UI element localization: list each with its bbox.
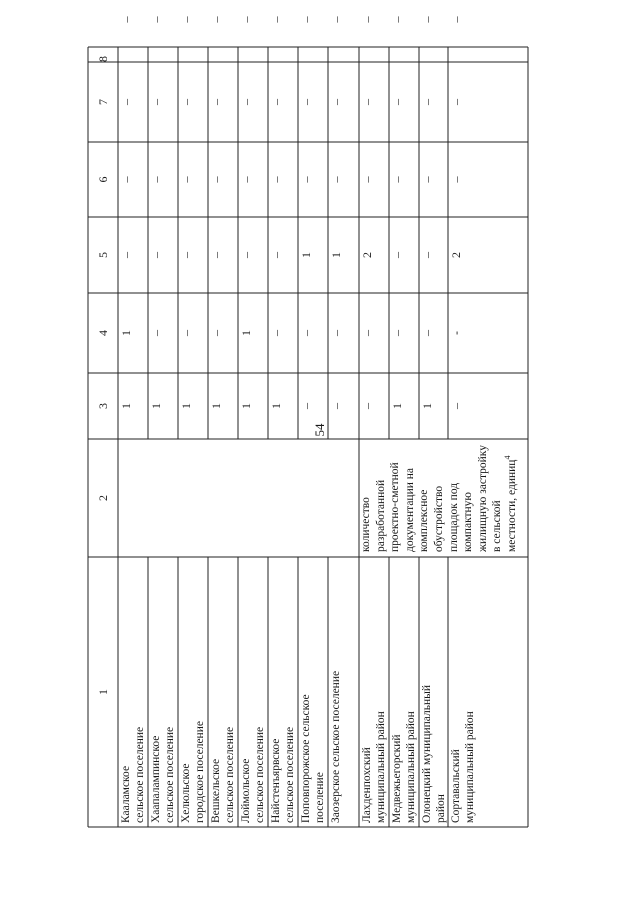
- description-line: комплексное: [418, 489, 431, 552]
- row-name-line: Кааламское: [120, 765, 132, 823]
- row-name-line: Сортавальский: [450, 749, 462, 823]
- row-name: [390, 563, 418, 823]
- row-value: –: [360, 330, 374, 336]
- header-col-1: 1: [96, 689, 110, 695]
- row-value: –: [360, 99, 374, 105]
- row-name-line: муниципальный район: [375, 711, 387, 823]
- row-name-line: поселение: [314, 772, 326, 823]
- row-value: –: [119, 16, 133, 23]
- row-value: –: [420, 16, 434, 23]
- footnote-marker: 4: [503, 455, 513, 460]
- header-col-2: 2: [96, 495, 110, 501]
- row-value: –: [209, 330, 223, 336]
- row-value: –: [420, 330, 434, 336]
- row-name: [360, 563, 388, 823]
- row-value: –: [269, 16, 283, 23]
- row-value: –: [239, 16, 253, 23]
- row-value: –: [390, 16, 404, 23]
- row-value: –: [329, 99, 343, 105]
- row-value: –: [360, 176, 374, 183]
- row-name: [420, 563, 448, 823]
- row-value: –: [209, 176, 223, 183]
- description-line: площадок под: [447, 482, 460, 552]
- row-name-line: сельское поселение: [164, 726, 176, 823]
- header-col-6: 6: [96, 176, 110, 183]
- row-value: –: [239, 99, 253, 105]
- row-value: –: [149, 252, 163, 258]
- row-value: 2: [360, 252, 374, 258]
- row-value: –: [299, 403, 313, 409]
- row-value: –: [420, 99, 434, 105]
- row-value: –: [299, 16, 313, 23]
- row-name-line: муниципальный район: [405, 711, 417, 823]
- row-value: 1: [239, 330, 253, 336]
- row-value: –: [329, 176, 343, 183]
- row-name-line: городское поселение: [194, 721, 206, 823]
- row-value: –: [449, 403, 463, 409]
- table-content: 1 2 3 4 5 6 7 8 Кааламское сельское поселение 1 1 – – – – Хаапалампинское сельское поселение 1 – – – – – Хелюльское городское поселение 1 – – – – – Вешкельское сельское поселение 1 – – – – – Лоймольское сельское поселение 1 1 – – – – Найстенъярвское сельское поселение 1 – – – – – Поповпорожское сельское поселение – – 1 – – – Заозерское сельское поселение – – 1 – – – Лахденпохский муниципальный район – – 2 – – – Медвежьегорский муниципальный район 1 – – – – – Олонецкий муниципальный район 1 – – – – – Сортавальский муниципальный район – - 2 – – – количество разработанной проектно-сметной документации на комплексное обустройство площадок под компактную жилищную застройку в сельской местности, единиц$^4$: [88, 47, 528, 827]
- row-value: –: [209, 16, 223, 23]
- row-value: –: [119, 176, 133, 183]
- row-value: 2: [449, 252, 463, 258]
- row-name-line: Вешкельское: [210, 758, 222, 823]
- row-value: –: [299, 176, 313, 183]
- row-name-line: Лоймольское: [240, 758, 252, 823]
- row-value: –: [299, 330, 313, 336]
- row-name-line: сельское поселение: [224, 726, 236, 823]
- row-value: –: [449, 99, 463, 105]
- header-col-3: 3: [96, 403, 110, 409]
- row-name: [329, 563, 343, 823]
- row-name-line: муниципальный район: [464, 711, 476, 823]
- row-name-line: Олонецкий муниципальный: [421, 685, 433, 823]
- row-name-line: Медвежьегорский: [391, 734, 403, 823]
- row-value: –: [269, 176, 283, 183]
- description-line: в сельской: [491, 500, 504, 552]
- row-name-line: Лахденпохский: [361, 747, 373, 823]
- header-col-5: 5: [96, 252, 110, 258]
- row-value: –: [329, 403, 343, 409]
- row-value: 1: [149, 403, 163, 409]
- row-name-line: Заозерское сельское поселение: [330, 670, 342, 823]
- row-value: –: [420, 176, 434, 183]
- header-col-7: 7: [96, 99, 110, 105]
- description-line: местности, единиц: [505, 459, 518, 552]
- row-value: –: [420, 252, 434, 258]
- row-name: [449, 563, 477, 823]
- header-col-4: 4: [96, 330, 110, 336]
- description-line: компактную: [462, 491, 475, 552]
- row-value: –: [239, 252, 253, 258]
- row-value: 1: [329, 252, 343, 258]
- row-value: –: [269, 252, 283, 258]
- row-value: –: [449, 176, 463, 183]
- row-value: –: [209, 99, 223, 105]
- row-value: –: [360, 16, 374, 23]
- row-value: –: [269, 330, 283, 336]
- description-line: количество: [360, 497, 372, 552]
- row-name: [209, 563, 237, 823]
- row-value: –: [329, 330, 343, 336]
- row-value: –: [179, 16, 193, 23]
- description-line: разработанной: [374, 479, 387, 552]
- row-value: 1: [179, 403, 193, 409]
- row-value: –: [149, 176, 163, 183]
- row-value: 1: [119, 330, 133, 336]
- row-value: 1: [209, 403, 223, 409]
- row-name-line: Хелюльское: [180, 763, 192, 823]
- row-value: 1: [420, 403, 434, 409]
- row-value: –: [149, 16, 163, 23]
- row-value: 1: [269, 403, 283, 409]
- row-name-line: Поповпорожское сельское: [300, 694, 312, 823]
- row-value: 1: [239, 403, 253, 409]
- row-value: 1: [390, 403, 404, 409]
- row-value: -: [449, 331, 463, 335]
- row-name-line: сельское поселение: [134, 726, 146, 823]
- row-description: [359, 442, 520, 552]
- row-value: –: [119, 252, 133, 258]
- row-value: –: [299, 99, 313, 105]
- row-value: –: [179, 252, 193, 258]
- row-name-line: сельское поселение: [254, 726, 266, 823]
- row-name-line: Хаапалампинское: [150, 735, 162, 823]
- row-value: 1: [299, 252, 313, 258]
- row-name-line: район: [435, 794, 447, 823]
- row-value: –: [329, 16, 343, 23]
- row-value: –: [449, 16, 463, 23]
- row-value: –: [209, 252, 223, 258]
- row-value: –: [390, 252, 404, 258]
- row-value: –: [390, 330, 404, 336]
- row-value: –: [149, 330, 163, 336]
- row-value: –: [390, 176, 404, 183]
- description-line: документации на: [403, 467, 416, 552]
- row-value: –: [179, 99, 193, 105]
- row-value: –: [390, 99, 404, 105]
- page-number: 54: [312, 423, 327, 437]
- row-name-line: сельское поселение: [284, 726, 296, 823]
- row-value: –: [239, 176, 253, 183]
- row-name: [149, 563, 177, 823]
- row-value: 1: [119, 403, 133, 409]
- row-name: [269, 563, 297, 823]
- row-name: [119, 563, 147, 823]
- row-name: [179, 563, 207, 823]
- row-value: –: [360, 403, 374, 409]
- row-value: –: [119, 99, 133, 105]
- row-value: –: [149, 99, 163, 105]
- description-line: обустройство: [432, 485, 445, 552]
- row-value: –: [179, 176, 193, 183]
- row-name: [239, 563, 267, 823]
- row-name: [299, 563, 327, 823]
- row-value: –: [269, 99, 283, 105]
- row-value: –: [179, 330, 193, 336]
- description-line: проектно-сметной: [389, 462, 402, 552]
- description-line: жилищную застройку: [476, 445, 489, 552]
- row-name-line: Найстенъярвское: [270, 738, 282, 823]
